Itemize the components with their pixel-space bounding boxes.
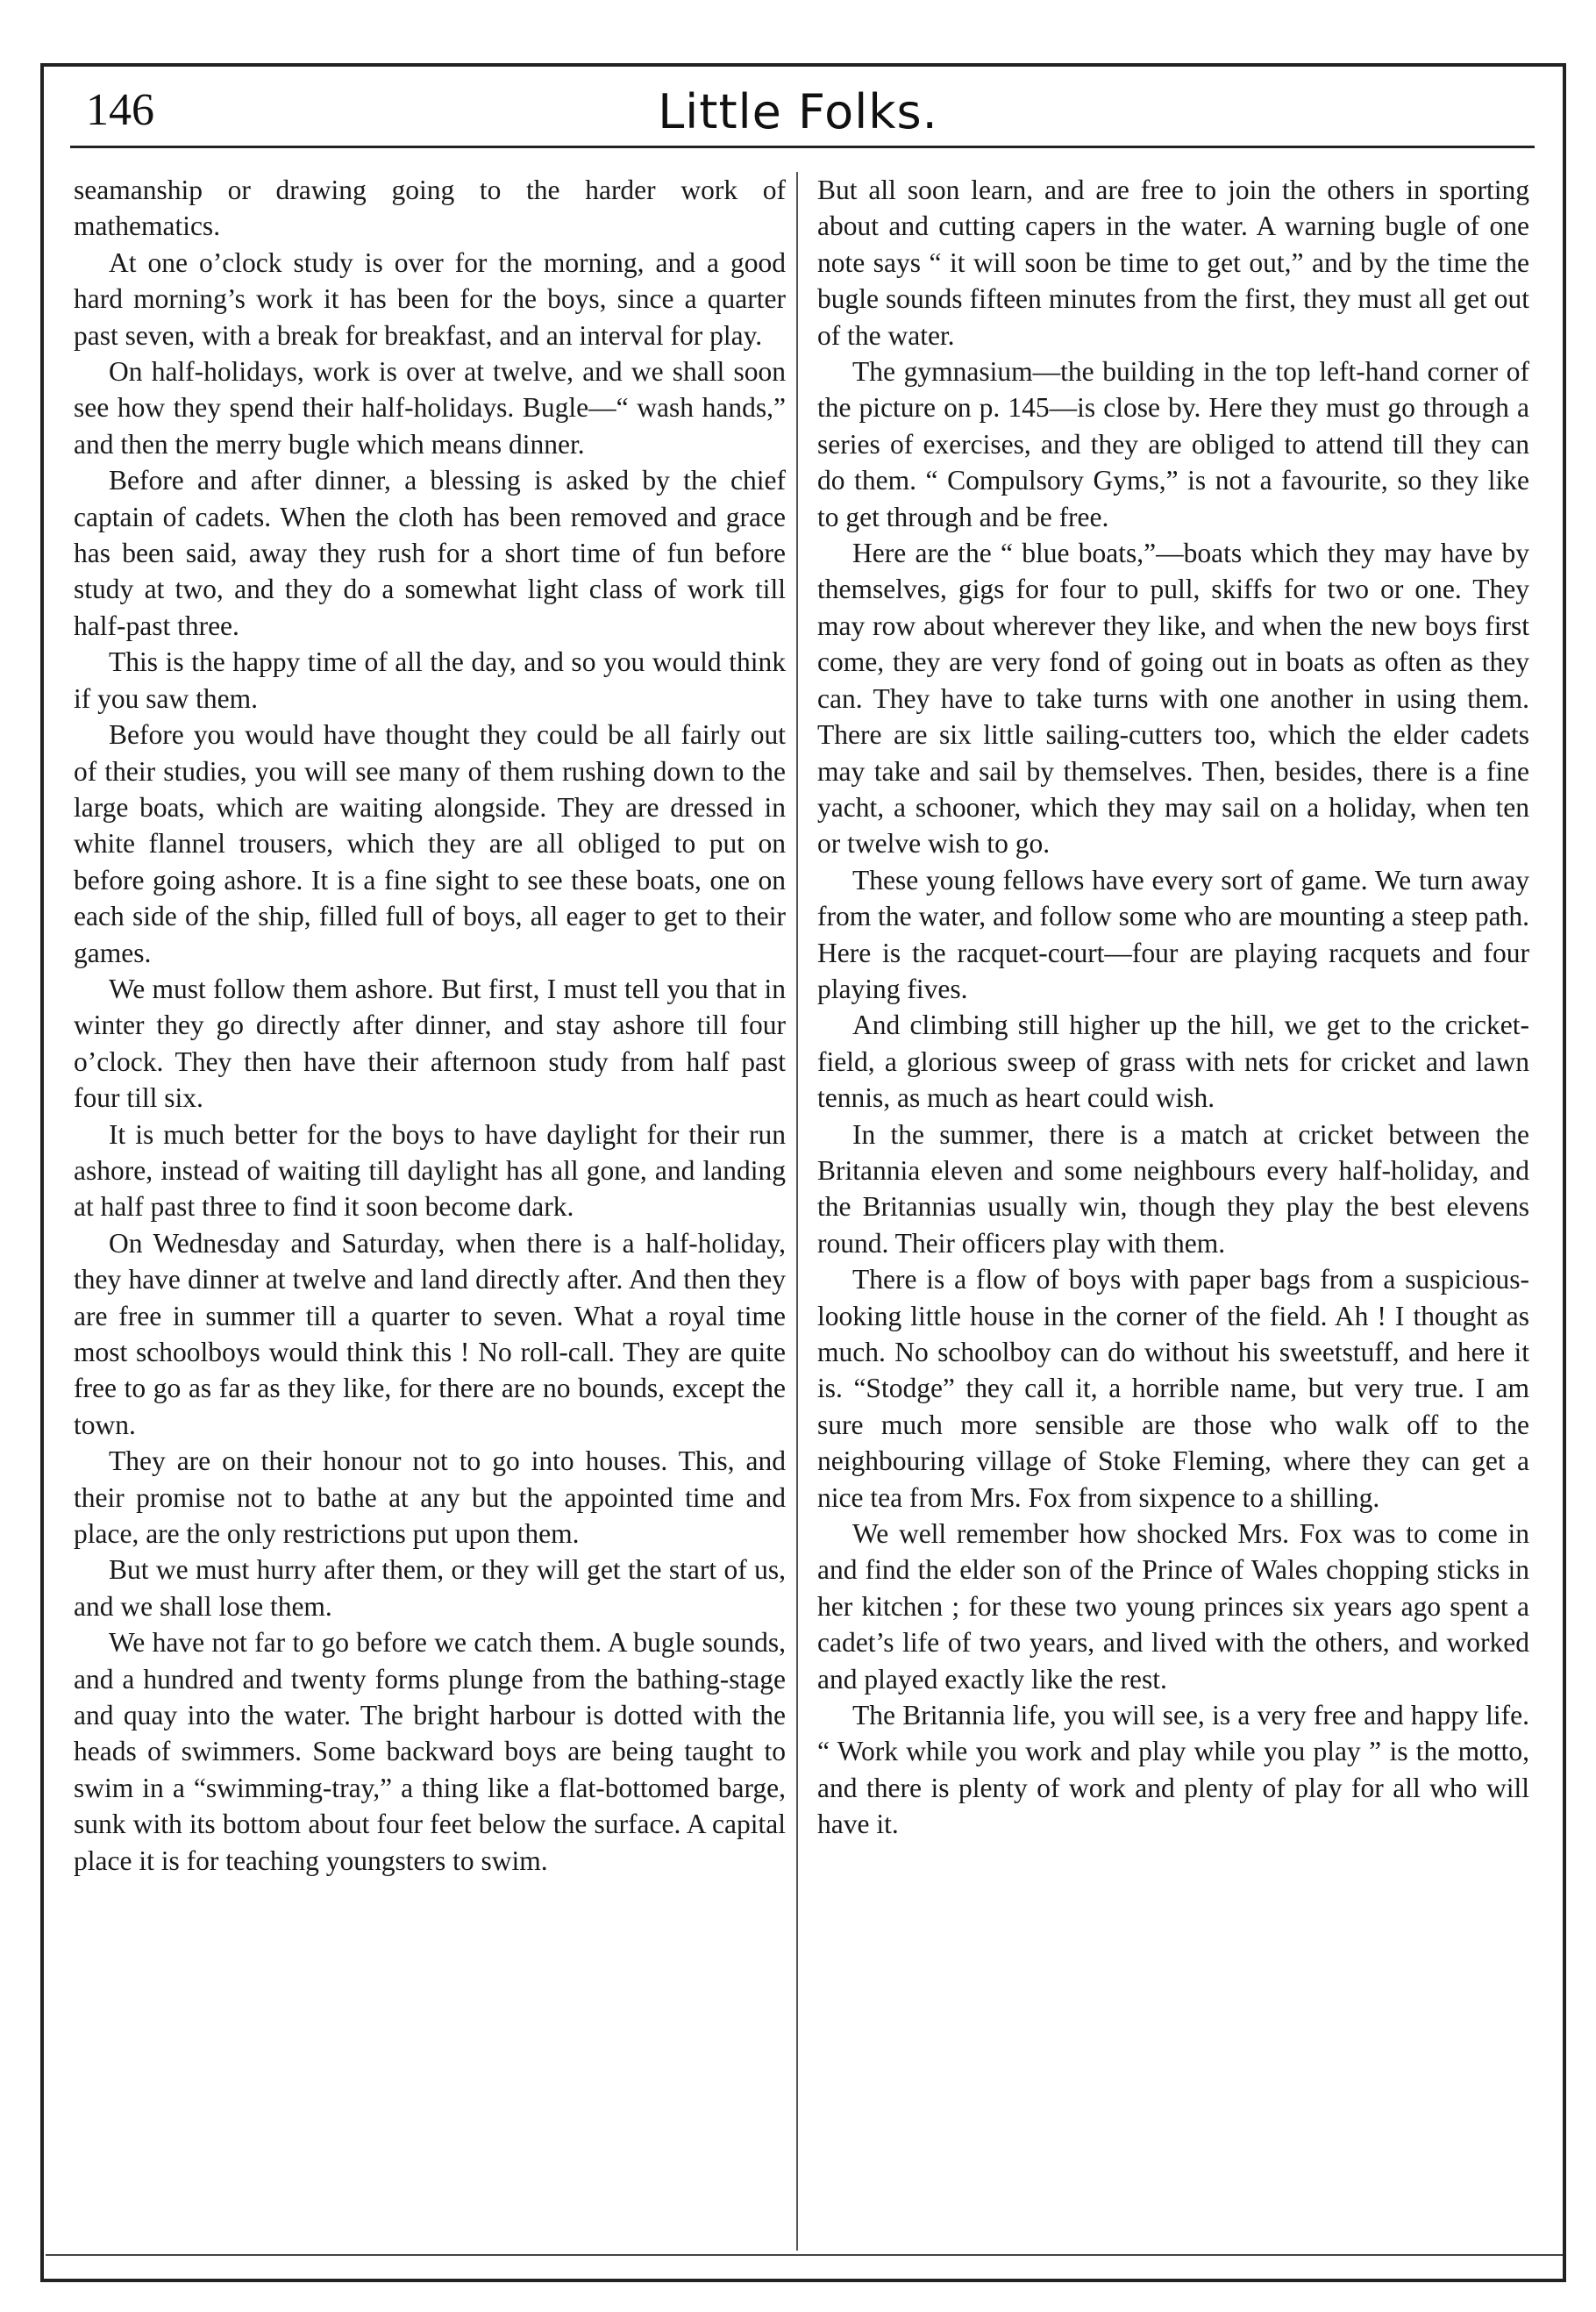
paragraph: seamanship or drawing going to the harder work of mathematics. [74, 175, 786, 242]
paragraph: We must follow them ashore. But first, I must tell you that in winter they go directly after dinner, and stay ashore till four o’clock. They then have their afternoon study from half past four till six. [74, 973, 786, 1114]
paragraph: And climbing still higher up the hill, we get to the cricket-field, a glorious sweep of grass with nets for cricket and lawn tennis, as much as heart could wish. [817, 1010, 1529, 1114]
paragraph: On Wednesday and Saturday, when there is a half-holiday, they have dinner at twelve and land directly after. And then they are free in summer till a quarter to seven. What a royal time most schoolboys would think this ! No roll-call. They are quite free to go as far as they like, for there are no bounds, except the town. [74, 1227, 786, 1440]
paragraph: These young fellows have every sort of game. We turn away from the water, and follow some who are mounting a steep path. Here is the racquet-court—four are playing racquets and four playing fives. [817, 864, 1529, 1004]
paragraph: In the summer, there is a match at cricket between the Britannia eleven and some neighbours every half-holiday, and the Britannias usually win, though they play the best elevens round. Their officers play with them. [817, 1118, 1529, 1259]
paragraph: The Britannia life, you will see, is a very free and happy life. “ Work while you work and play while you play ” is the motto, and there is plenty of work and plenty of play for all who will have it. [817, 1700, 1529, 1840]
paragraph: The gymnasium—the building in the top left-hand corner of the picture on p. 145—is close by. Here they must go through a series of exercises, and they are obliged to attend till they can do them. “ Compulsory Gyms,” is not a favourite, so they like to get through and be free. [817, 356, 1529, 532]
paragraph: But all soon learn, and are free to join the others in sporting about and cutting capers in the water. A warning bugle of one note says “ it will soon be time to get out,” and by the time the bugle sounds fifteen minutes from the first, they must all get out of the water. [817, 175, 1529, 351]
paragraph: Here are the “ blue boats,”—boats which they may have by themselves, gigs for four to pull, skiffs for two or one. They may row about wherever they like, and when the new boys first come, they are very fond of going out in boats as often as they can. They have to take turns with one another in using them. There are six little sailing-cutters too, which the elder cadets may take and sail by themselves. Then, besides, there is a fine yacht, a schooner, which they may sail on a holiday, when ten or twelve wish to go. [817, 538, 1529, 860]
paragraph: We have not far to go before we catch them. A bugle sounds, and a hundred and twenty forms plunge from the bathing-stage and quay into the water. The bright harbour is dotted with the heads of swimmers. Some backward boys are being taught to swim in a “swimming-tray,” a thing like a flat-bottomed barge, sunk with its bottom about four feet below the surface. A capital place it is for teaching youngsters to swim. [74, 1627, 786, 1876]
paragraph: At one o’clock study is over for the morning, and a good hard morning’s work it has been for the boys, since a quarter past seven, with a break for breakfast, and an interval for play. [74, 246, 786, 351]
paragraph: On half-holidays, work is over at twelve, and we shall soon see how they spend their half-holidays. Bugle—“ wash hands,” and then the merry bugle which means dinner. [74, 356, 786, 460]
page-header [61, 77, 1535, 147]
paragraph: This is the happy time of all the day, and so you would think if you saw them. [74, 646, 786, 714]
paragraph: Before and after dinner, a blessing is asked by the chief captain of cadets. When the cloth has been removed and grace has been said, away they rush for a short time of fun before study at two, and they do a somewhat light class of work till half-past three. [74, 465, 786, 641]
paragraph: There is a flow of boys with paper bags from a suspicious-looking little house in the corner of the field. Ah ! I thought as much. No schoolboy can do without his sweetstuff, and here it is. “Stodge” they call it, a horrible name, but very true. I am sure much more sensible are those who walk off to the neighbouring village of Stoke Fleming, where they can get a nice tea from Mrs. Fox from sixpence to a shilling. [817, 1264, 1529, 1513]
right-column [817, 172, 1529, 2251]
bottom-rule [46, 2254, 1563, 2256]
paragraph: We well remember how shocked Mrs. Fox was to come in and find the elder son of the Prince of Wales chopping sticks in her kitchen ; for these two young princes six years ago spent a cadet’s life of two years, and lived with the others, and worked and played exactly like the rest. [817, 1518, 1529, 1695]
paragraph: It is much better for the boys to have daylight for their run ashore, instead of waiting till daylight has all gone, and landing at half past three to find it soon become dark. [74, 1118, 786, 1223]
paragraph: They are on their honour not to go into houses. This, and their promise not to bathe at any but the appointed time and place, are the only restrictions put upon them. [74, 1445, 786, 1550]
paragraph: But we must hurry after them, or they will get the start of us, and we shall lose them. [74, 1554, 786, 1622]
left-column [74, 172, 786, 2251]
page-number: 146 [86, 85, 154, 135]
running-title: Little Folks. [658, 84, 938, 139]
column-divider [796, 172, 798, 2251]
paragraph: Before you would have thought they could be all fairly out of their studies, you will see many of them rushing down to the large boats, which are waiting alongside. They are dressed in white flannel trousers, which they are all obliged to put on before going ashore. It is a fine sight to see these boats, one on each side of the ship, filled full of boys, all eager to get to their games. [74, 719, 786, 968]
header-rule [70, 146, 1535, 148]
